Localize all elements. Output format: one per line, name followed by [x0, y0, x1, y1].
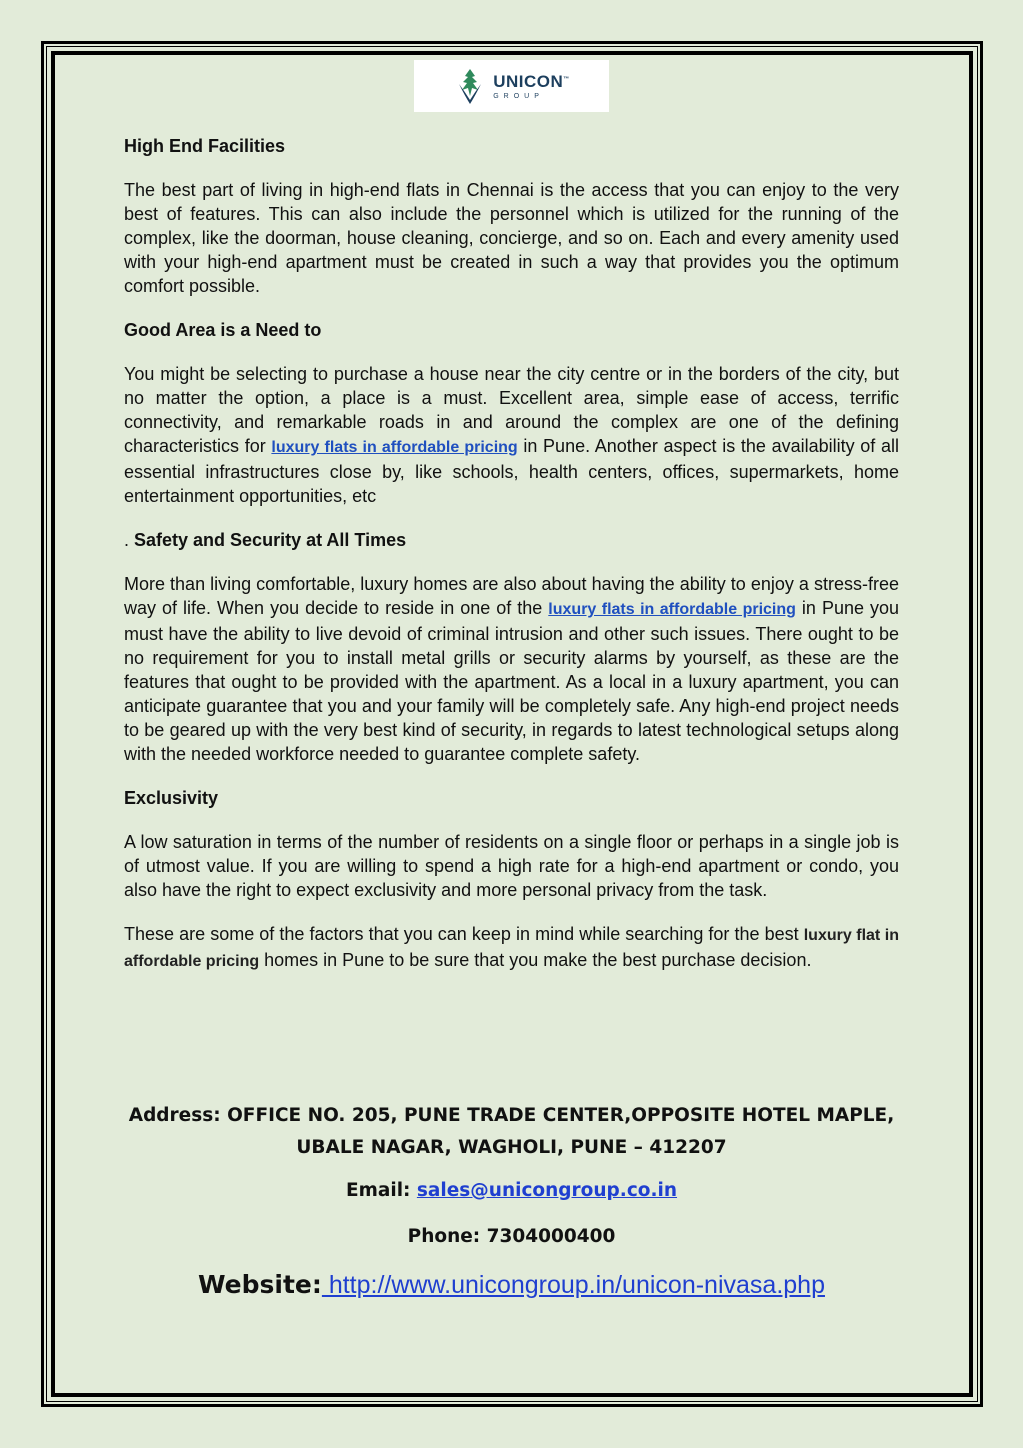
website-link[interactable]: http://www.unicongroup.in/unicon-nivasa.php [321, 1271, 825, 1299]
heading-good-area: Good Area is a Need to [124, 320, 322, 340]
link-luxury-flats-2[interactable]: luxury flats in affordable pricing [548, 601, 796, 618]
contact-email: Email: sales@unicongroup.co.in [345, 1180, 678, 1201]
unicon-group-logo [414, 60, 609, 112]
paragraph-good-area: You might be selecting to purchase a house near the city centre or in the borders of the city, but no matter the option, a place is a must. Excellent area, simple ease of access, terrific connectivity, and remarkable roads in and around the complex are one of the defining characteristics for luxury flats in affordable pricing in Pune. Another aspect is the availability of all essential infrastructures close by, like schools, health centers, offices, supermarkets, home entertainment opportunities, etc [124, 364, 899, 506]
griffin-logo-icon [453, 66, 487, 106]
paragraph-safety: More than living comfortable, luxury homes are also about having the ability to enjoy a stress-free way of life. When you decide to reside in one of the luxury flats in affordable pricing in Pune you must have the ability to live devoid of criminal intrusion and other such issues. There ought to be no requirement for you to install metal grills or security alarms by yourself, as these are the features that ought to be provided with the apartment. As a local in a luxury apartment, you can anticipate guarantee that you and your family will be completely safe. Any high-end project needs to be geared up with the very best kind of security, in regards to latest technological setups along with the needed workforce needed to guarantee complete safety. [124, 574, 900, 764]
bold-phrase: luxury flat in affordable pricing [124, 927, 900, 970]
paragraph-facilities: The best part of living in high-end flats in Chennai is the access that you can enjoy to the very best of features. This can also include the personnel which is utilized for the running of the complex, like the doorman, house cleaning, concierge, and so on. Each and every amenity used with your high-end apartment must be created in such a way that provides you the optimum comfort possible. [124, 180, 899, 296]
paragraph-closing: These are some of the factors that you can keep in mind while searching for the best luxury flat in affordable pricing homes in Pune to be sure that you make the best purchase decision. [124, 924, 900, 970]
heading-exclusivity: Exclusivity [124, 788, 219, 808]
article-body [124, 134, 899, 994]
logo-wordmark: UNICON™ [493, 71, 570, 91]
email-link[interactable]: sales@unicongroup.co.in [416, 1180, 678, 1201]
paragraph-exclusivity: A low saturation in terms of the number of residents on a single floor or perhaps in a single job is of utmost value. If you are willing to spend a high rate for a high-end apartment or condo, you also have the right to expect exclusivity and more personal privacy from the task. [124, 832, 899, 900]
contact-address: Address: OFFICE NO. 205, PUNE TRADE CENTER,OPPOSITE HOTEL MAPLE, UBALE NAGAR, WAGHOLI, PUNE – 412207 [128, 1105, 895, 1158]
heading-safety-security: . Safety and Security at All Times [124, 530, 407, 550]
contact-phone: Phone: 7304000400 [407, 1226, 616, 1247]
link-luxury-flats[interactable]: luxury flats in affordable pricing [271, 439, 518, 456]
contact-website: Website: http://www.unicongroup.in/unicon-nivasa.php [198, 1270, 825, 1299]
heading-high-end-facilities: High End Facilities [124, 136, 286, 156]
logo-subtitle: GROUP [493, 92, 544, 100]
